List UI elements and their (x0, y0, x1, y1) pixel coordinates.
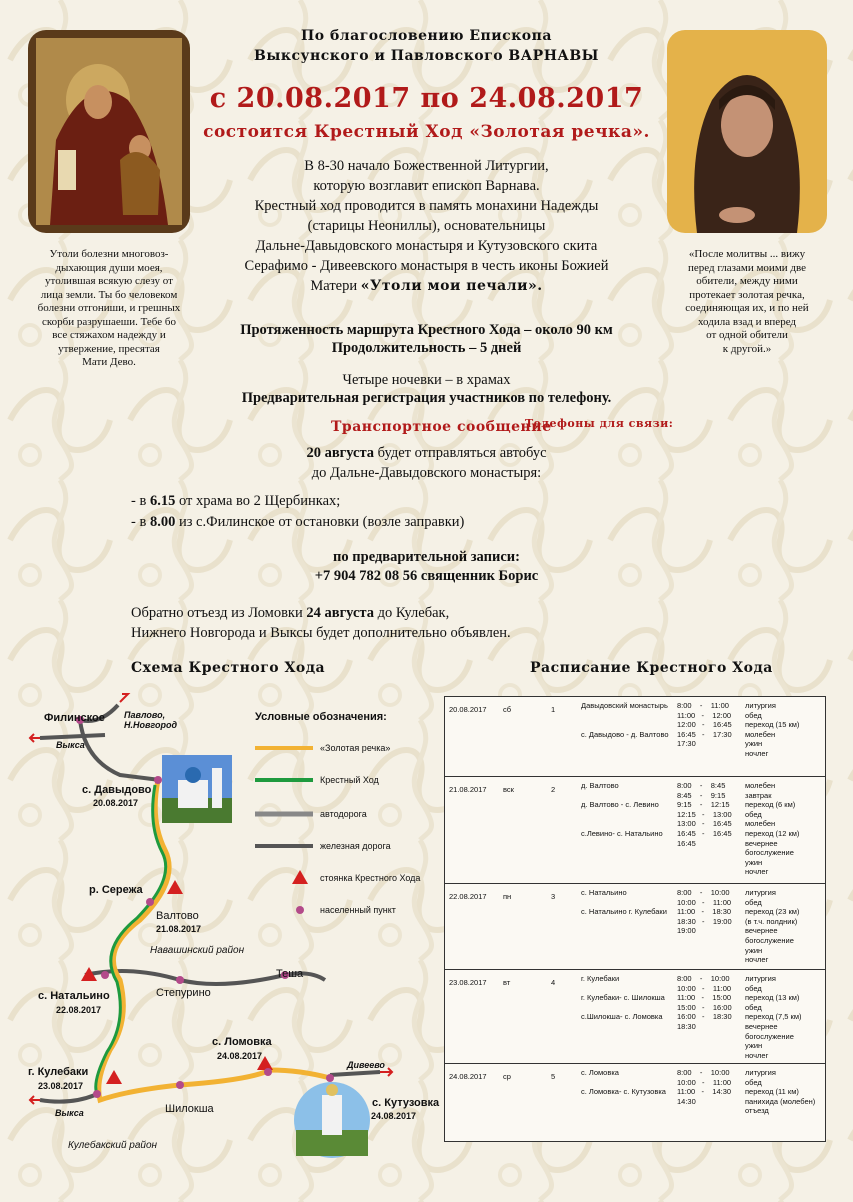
schedule-events: литургия обед переход (23 км) (в т.ч. полдник) вечернее богослужение ужин ночлег (745, 888, 800, 965)
settlement-marker-icon (93, 1090, 101, 1098)
schedule-day-number: 4 (551, 978, 556, 987)
golden-river-line (99, 780, 330, 1100)
schedule-places: д. Валтово д. Валтово - с. Левино с.Левино- с. Натальино (581, 781, 663, 838)
map-label-kulebaki: г. Кулебаки (28, 1066, 89, 1078)
road-line (330, 1072, 380, 1075)
schedule-row (445, 883, 825, 970)
legend-item: автодорога (320, 809, 367, 819)
transport-title: Транспортное сообщение (331, 419, 552, 435)
bus-option-1 (131, 493, 340, 510)
legend-item: «Золотая речка» (320, 743, 391, 753)
road-line (40, 735, 105, 738)
schedule-row (445, 697, 825, 776)
legend-item: железная дорога (320, 841, 391, 851)
settlement-marker-icon (176, 1081, 184, 1089)
map-label-valtovo: Валтово (156, 910, 199, 922)
caption-line: протекает золотая речка, (689, 288, 805, 301)
schedule-weekday: вт (503, 978, 511, 987)
schedule-weekday: пн (503, 892, 512, 901)
blessing-line-2: Выксунского и Павловского ВАРНАВЫ (253, 48, 599, 64)
map-label-navashino: Навашинский район (150, 945, 245, 956)
intro-line-last (200, 276, 653, 296)
bus-option-text: из с.Филинское от остановки (возле заправки) (175, 514, 465, 530)
bus-time: 6.15 (149, 493, 176, 509)
map-label-vyksa-south: Выкса (55, 1108, 84, 1118)
map-label-nnovgorod: Н.Новгород (124, 720, 178, 730)
return-text: до Кулебак, (373, 605, 450, 621)
contact-note: по предварительной записи: (333, 549, 520, 565)
map-label-serezha: р. Сережа (89, 884, 143, 896)
road-line (40, 1095, 95, 1102)
schedule-places: с. Натальино с. Натальино г. Кулебаки (581, 888, 667, 917)
bus-option-2 (131, 514, 464, 531)
map-label-lomovka: с. Ломовка (212, 1036, 272, 1048)
settlement-marker-icon (146, 898, 154, 906)
schedule-events: литургия обед переход (11 км) панихида (молебен) отъезд (745, 1068, 816, 1116)
caption-line: ходила взад и вперед (697, 315, 797, 328)
legend-settlement-icon (296, 906, 304, 914)
schedule-times: 8:00 - 8:45 8:45 - 9:15 9:15 - 12:15 12:15 - 13:00 13:00 - 16:45 16:45 - 16:45 16:45 (677, 781, 732, 848)
theotokos-icon-image (28, 30, 190, 233)
intro-line: Серафимо - Дивеевского монастыря в честь иконы Божией (244, 258, 609, 274)
legend-item: населенный пункт (320, 905, 396, 915)
schedule-row (445, 776, 825, 884)
intro-line: В 8-30 начало Божественной Литургии, (304, 158, 549, 174)
caption-line: Мати Дево. (82, 356, 136, 368)
settlement-marker-icon (176, 976, 184, 984)
intro-line: Крестный ход проводится в память монахини Надежды (254, 198, 599, 214)
caption-line: Утоли болезни многовоз- (49, 248, 169, 260)
intro-line: (старицы Неониллы), основательницы (307, 218, 546, 234)
nights-info: Четыре ночевки – в храмах (342, 372, 511, 388)
bus-text: будет отправляться автобус (374, 445, 547, 461)
map-label-valtovo-date: 21.08.2017 (156, 924, 202, 934)
return-line-1 (131, 605, 449, 622)
bus-line-2: до Дальне-Давыдовского монастыря: (311, 465, 542, 481)
schedule-weekday: сб (503, 705, 512, 714)
legend-item: стоянка Крестного Хода (320, 873, 421, 883)
schedule-date: 23.08.2017 (449, 978, 487, 987)
contact-phone: +7 904 782 08 56 священник Борис (314, 568, 539, 584)
arrow-icon (30, 1096, 40, 1104)
bus-option-prefix: - в (131, 493, 150, 509)
stop-marker-icon (106, 1070, 122, 1084)
map-label-davydovo: с. Давыдово (82, 784, 152, 796)
caption-line: утолившая всякую слезу от (45, 275, 173, 287)
schedule-events: литургия обед переход (15 км) молебен ужин ночлег (745, 701, 800, 758)
caption-line: лица земли. Ты бо человеком (40, 288, 178, 301)
settlement-marker-icon (264, 1068, 272, 1076)
nun-portrait-image (667, 30, 827, 233)
caption-line: все стяжахом надежду и (52, 329, 166, 341)
bus-info (150, 443, 703, 483)
schedule-date: 21.08.2017 (449, 785, 487, 794)
event-title: состоится Крестный Ход «Золотая речка». (203, 122, 650, 142)
schedule-times: 8:00 - 10:00 10:00 - 11:00 11:00 - 18:30 18:30 - 19:00 19:00 (677, 888, 732, 936)
bus-time: 8.00 (149, 514, 176, 530)
caption-line: утвержение, пресятая (58, 342, 160, 355)
schedule-weekday: ср (503, 1072, 511, 1081)
schedule-row (445, 1063, 825, 1142)
map-label-kutuzovka: с. Кутузовка (372, 1097, 440, 1109)
map-label-diveevo: Дивеево (347, 1060, 385, 1070)
caption-line: обители, между ними (696, 275, 798, 287)
caption-line: от одной обители (706, 329, 788, 341)
schedule-events: литургия обед переход (13 км) обед переход (7,5 км) вечернее богослужение ужин ночлег (745, 974, 802, 1060)
schedule-places: г. Кулебаки г. Кулебаки- с. Шилокша с.Шилокша- с. Ломовка (581, 974, 665, 1022)
map-label-tesha: Теша (276, 968, 304, 980)
phones-title: Телефоны для связи: (525, 417, 674, 430)
legend-title: Условные обозначения: (255, 711, 387, 723)
procession-line (96, 785, 166, 1094)
map-label-pavlovo: Павлово, (124, 710, 166, 720)
map-label-lomovka-date: 24.08.2017 (217, 1051, 263, 1061)
schedule-times: 8:00 - 10:00 10:00 - 11:00 11:00 - 14:30 14:30 (677, 1068, 732, 1106)
map-label-vyksa: Выкса (56, 740, 85, 750)
settlement-marker-icon (154, 776, 162, 784)
schedule-day-number: 2 (551, 785, 556, 794)
bus-option-prefix: - в (131, 514, 150, 530)
caption-line: болезни отгониши, и грешных (37, 302, 181, 314)
schedule-places: Давыдовский монастырь с. Давыдово - д. Валтово (581, 701, 669, 739)
caption-line: к другой.» (722, 342, 772, 355)
bus-option-text: от храма во 2 Щербинках; (175, 493, 341, 509)
caption-line: соединяющая их, и по ней (685, 302, 809, 314)
arrow-icon (30, 734, 40, 742)
map-label-kutuzovka-date: 24.08.2017 (371, 1111, 417, 1121)
schedule-day-number: 1 (551, 705, 556, 714)
schedule-places: с. Ломовка с. Ломовка- с. Кутузовка (581, 1068, 666, 1097)
map-title: Схема Крестного Хода (131, 660, 326, 676)
bus-date: 20 августа (306, 445, 375, 461)
return-line-2: Нижнего Новгорода и Выксы будет дополнительно объявлен. (131, 625, 511, 641)
schedule-weekday: вск (503, 785, 514, 794)
schedule-times: 8:00 - 11:00 11:00 - 12:00 12:00 - 16:45 16:45 - 17:30 17:30 (677, 701, 732, 749)
schedule-table (444, 696, 826, 1142)
intro-last-prefix: Матери (310, 278, 361, 294)
davydovo-church-photo (162, 755, 232, 823)
event-dates: с 20.08.2017 по 24.08.2017 (209, 83, 644, 114)
map-label-stepurino: Степурино (156, 987, 211, 999)
kutuzovka-church-photo (294, 1082, 370, 1158)
map-label-natalino: с. Натальино (38, 990, 110, 1002)
map-label-shiloksha: Шилокша (165, 1103, 214, 1115)
schedule-day-number: 3 (551, 892, 556, 901)
route-length: Протяженность маршрута Крестного Хода – около 90 км (240, 322, 613, 338)
route-duration: Продолжительность – 5 дней (331, 340, 522, 356)
map-label-kulebaki-region: Кулебакский район (68, 1140, 158, 1151)
legend-item: Крестный Ход (320, 775, 379, 785)
icon-name: «Утоли мои печали». (360, 278, 543, 294)
intro-text (200, 156, 653, 296)
caption-line: дыхающия души моея, (55, 261, 163, 274)
registration-info: Предварительная регистрация участников по телефону. (241, 390, 612, 406)
legend-stop-icon (292, 870, 308, 884)
map-label-natalino-date: 22.08.2017 (56, 1005, 102, 1015)
schedule-date: 20.08.2017 (449, 705, 487, 714)
return-date: 24 августа (306, 605, 374, 621)
bus-line-1 (150, 443, 703, 463)
stop-marker-icon (167, 880, 183, 894)
schedule-title: Расписание Крестного Хода (530, 660, 773, 676)
intro-line: Дальне-Давыдовского монастыря и Кутузовского скита (255, 238, 598, 254)
map-label-davydovo-date: 20.08.2017 (93, 798, 139, 808)
settlement-marker-icon (101, 971, 109, 979)
intro-line: которую возглавит епископ Варнава. (313, 178, 540, 194)
arrow-icon (120, 694, 128, 702)
schedule-day-number: 5 (551, 1072, 556, 1081)
caption-line: перед глазами моими две (687, 261, 807, 274)
schedule-events: молебен завтрак переход (6 км) обед молебен переход (12 км) вечернее богослужение ужин ночлег (745, 781, 800, 877)
schedule-date: 24.08.2017 (449, 1072, 487, 1081)
map-label-kulebaki-date: 23.08.2017 (38, 1081, 84, 1091)
schedule-times: 8:00 - 10:00 10:00 - 11:00 11:00 - 15:00 15:00 - 16:00 16:00 - 18:30 18:30 (677, 974, 732, 1031)
blessing-line-1: По благословению Епископа (301, 28, 552, 44)
schedule-date: 22.08.2017 (449, 892, 487, 901)
map-label-filinskoe: Филинское (44, 712, 105, 724)
caption-line: скорби разрушаеши. Тебе бо (42, 315, 176, 328)
return-text: Обратно отъезд из Ломовки (131, 605, 307, 621)
schedule-row (445, 969, 825, 1064)
settlement-marker-icon (326, 1074, 334, 1082)
caption-line: «После молитвы ... вижу (688, 248, 806, 260)
